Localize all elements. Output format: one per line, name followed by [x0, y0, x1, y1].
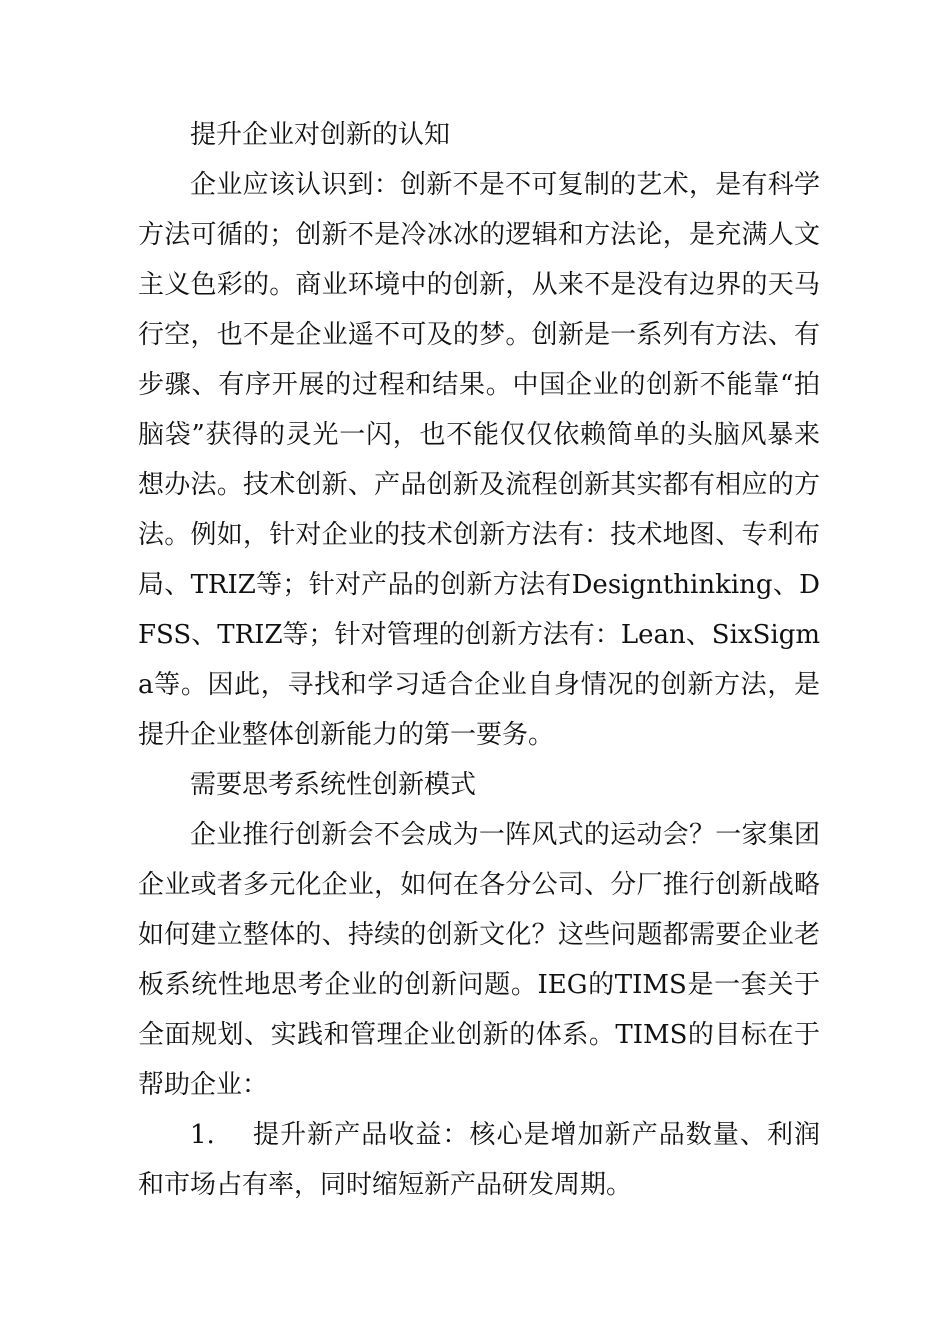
document-page: [138, 110, 820, 1210]
paragraph-systematic: 企业推行创新会不会成为一阵风式的运动会？一家集团企业或者多元化企业，如何在各分公司、分厂推行创新战略如何建立整体的、持续的创新文化？这些问题都需要企业老板系统性地思考企业的创新问题。IEG的TIMS是一套关于全面规划、实践和管理企业创新的体系。TIMS的目标在于帮助企业：: [138, 820, 820, 1100]
paragraph-cognition: 企业应该认识到：创新不是不可复制的艺术，是有科学方法可循的；创新不是冷冰冰的逻辑和方法论，是充满人文主义色彩的。商业环境中的创新，从来不是没有边界的天马行空，也不是企业遥不可及的梦。创新是一系列有方法、有步骤、有序开展的过程和结果。中国企业的创新不能靠“拍脑袋”获得的灵光一闪，也不能仅仅依赖简单的头脑风暴来想办法。技术创新、产品创新及流程创新其实都有相应的方法。例如，针对企业的技术创新方法有：技术地图、专利布局、TRIZ等；针对产品的创新方法有Designthinking、DFSS、TRIZ等；针对管理的创新方法有：Lean、SixSigma等。因此，寻找和学习适合企业自身情况的创新方法，是提升企业整体创新能力的第一要务。: [138, 170, 820, 750]
list-item-number: 1.: [190, 1120, 215, 1150]
list-item-text: 提升新产品收益：核心是增加新产品数量、利润和市场占有率，同时缩短新产品研发周期。: [138, 1120, 820, 1200]
section-heading-systematic: 需要思考系统性创新模式: [190, 770, 477, 800]
section-heading-cognition: 提升企业对创新的认知: [190, 120, 451, 150]
list-item: [138, 1110, 820, 1210]
